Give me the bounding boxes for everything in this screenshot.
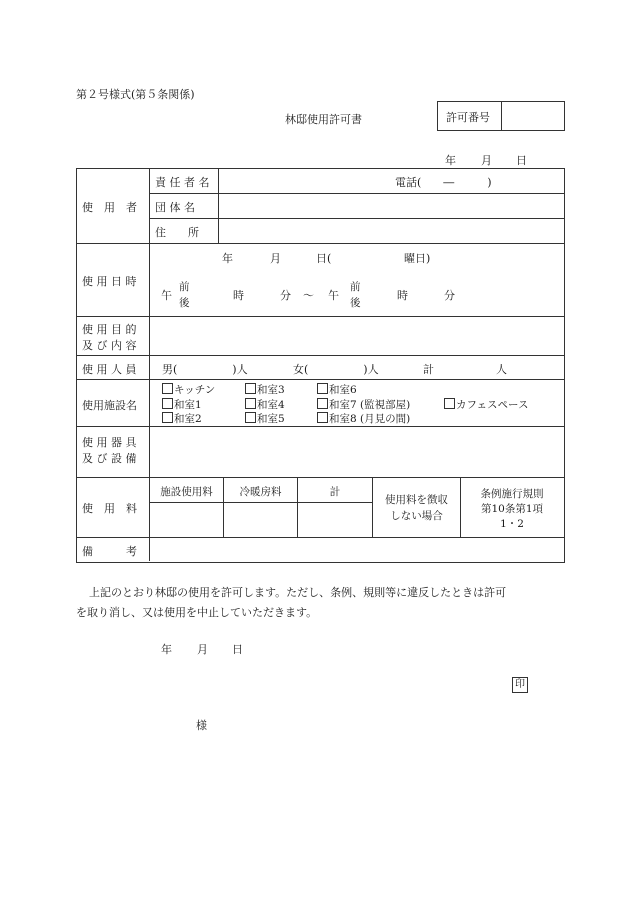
checkbox-icon[interactable] [444, 398, 455, 409]
group-name-field[interactable] [220, 195, 562, 217]
facility-fee-header: 施設使用料 [160, 486, 213, 498]
facility-option-washitsu1[interactable]: 和室1 [162, 397, 202, 412]
form-number: 第２号様式(第５条関係) [76, 88, 195, 101]
equipment-field[interactable] [151, 428, 562, 476]
facility-option-washitsu8[interactable]: 和室8 (月見の間) [317, 411, 410, 426]
end-pm: 後 [350, 297, 361, 309]
end-am-pm-prefix: 午 [328, 289, 339, 302]
permit-number-label: 許可番号 [446, 111, 490, 124]
notice-line2: を取り消し、又は使用を中止していただきます。 [76, 606, 318, 619]
checkbox-icon[interactable] [317, 383, 328, 394]
no-charge-line2: しない場合 [390, 510, 443, 522]
end-minute: 分 [444, 289, 455, 302]
footer-date-day: 日 [232, 643, 243, 656]
user-section-label: 使 用 者 [82, 201, 137, 214]
heating-fee-header: 冷暖房料 [239, 486, 282, 498]
usage-datetime-label: 使 用 日 時 [82, 275, 137, 288]
no-charge-line1: 使用料を徴収 [385, 494, 448, 506]
start-minute: 分 [280, 289, 291, 302]
time-range-tilde: ～ [303, 289, 314, 302]
male-count: 男( )人 [162, 363, 248, 376]
footer-date-month: 月 [197, 643, 208, 656]
usage-day: 日( [316, 252, 332, 265]
checkbox-icon[interactable] [245, 383, 256, 394]
remarks-label: 備 考 [82, 545, 137, 558]
checkbox-icon[interactable] [245, 398, 256, 409]
start-pm: 後 [179, 297, 190, 309]
responsible-person-field[interactable] [220, 170, 390, 192]
rule-reference-line1: 条例施行規則 [480, 488, 544, 500]
checkbox-icon[interactable] [317, 398, 328, 409]
footer-date-year: 年 [161, 643, 172, 656]
facility-option-washitsu5[interactable]: 和室5 [245, 411, 285, 426]
header-date-day: 日 [516, 154, 527, 167]
heating-fee-field[interactable] [225, 504, 296, 536]
facility-option-washitsu4[interactable]: 和室4 [245, 397, 285, 412]
checkbox-icon[interactable] [162, 412, 173, 423]
address-label: 住 所 [155, 226, 199, 239]
fee-label: 使 用 料 [82, 502, 137, 515]
purpose-label-line1: 使 用 目 的 [82, 323, 137, 336]
start-am-pm-prefix: 午 [161, 289, 172, 302]
checkbox-icon[interactable] [245, 412, 256, 423]
facility-option-washitsu3[interactable]: 和室3 [245, 382, 285, 397]
purpose-field[interactable] [151, 318, 562, 354]
equipment-label-line2: 及 び 設 備 [82, 452, 137, 465]
address-field[interactable] [220, 220, 562, 242]
total-count-unit: 人 [496, 363, 507, 376]
remarks-field[interactable] [151, 539, 562, 560]
permit-number-input[interactable] [503, 103, 561, 127]
purpose-label-line2: 及 び 内 容 [82, 339, 137, 352]
people-label: 使 用 人 員 [82, 363, 137, 376]
notice-line1: 上記のとおり林邸の使用を許可します。ただし、条例、規則等に違反したときは許可 [89, 586, 507, 599]
permit-number-divider [501, 101, 502, 130]
end-hour: 時 [397, 289, 408, 302]
usage-weekday: 曜日) [404, 252, 431, 265]
header-date-year: 年 [445, 154, 456, 167]
group-name-label: 団 体 名 [155, 201, 195, 214]
total-count-label: 計 [423, 363, 434, 376]
equipment-label-line1: 使 用 器 具 [82, 436, 137, 449]
rule-reference-line2: 第10条第1項 [480, 503, 544, 515]
start-am: 前 [179, 281, 190, 293]
phone-label: 電話( ― ) [395, 176, 492, 189]
usage-month: 月 [270, 252, 281, 265]
checkbox-icon[interactable] [317, 412, 328, 423]
header-date-month: 月 [481, 154, 492, 167]
facility-option-washitsu7[interactable]: 和室7 (監視部屋) [317, 397, 410, 412]
recipient-suffix: 様 [196, 719, 207, 732]
facility-label: 使用施設名 [82, 399, 137, 412]
facility-option-washitsu6[interactable]: 和室6 [317, 382, 357, 397]
checkbox-icon[interactable] [162, 398, 173, 409]
fee-total-field[interactable] [299, 504, 371, 536]
document-title: 林邸使用許可書 [285, 113, 362, 126]
responsible-person-label: 責 任 者 名 [155, 176, 210, 189]
facility-option-washitsu2[interactable]: 和室2 [162, 411, 202, 426]
facility-option-kitchen[interactable]: キッチン [162, 382, 215, 397]
facility-fee-field[interactable] [151, 504, 222, 536]
end-am: 前 [350, 281, 361, 293]
female-count: 女( )人 [293, 363, 379, 376]
start-hour: 時 [233, 289, 244, 302]
rule-reference-line3: 1・2 [500, 518, 524, 530]
facility-option-cafe-space[interactable]: カフェスペース [444, 397, 528, 412]
checkbox-icon[interactable] [162, 383, 173, 394]
fee-total-header: 計 [329, 486, 341, 498]
usage-year: 年 [222, 252, 233, 265]
seal-mark: 印 [512, 677, 528, 693]
